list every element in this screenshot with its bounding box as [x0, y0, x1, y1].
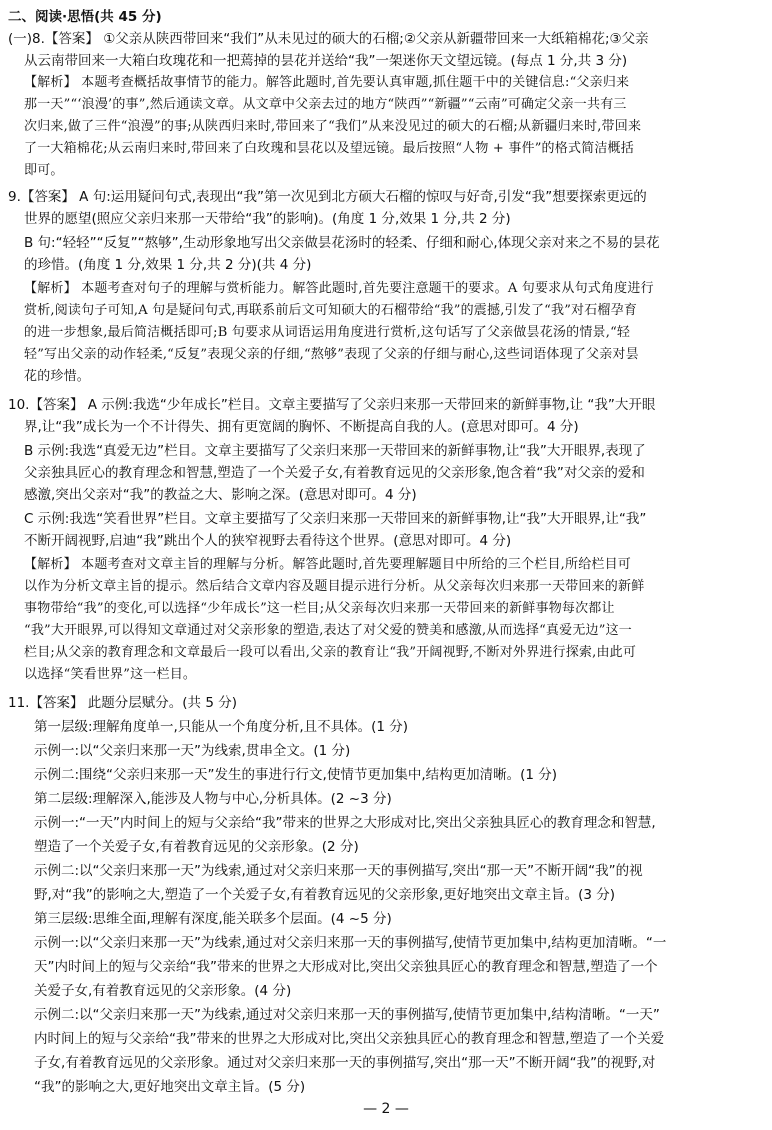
q11-answer-line: 塑造了一个关爱子女,有着教育远见的父亲形象。(2 分)	[34, 839, 359, 855]
q9-answer-line: 世界的愿望(照应父亲归来那一天带给“我”的影响)。(角度 1 分,效果 1 分,共 2 分)	[24, 211, 511, 227]
q11-answer-line: 示例一:“一天”内时间上的短与父亲给“我”带来的世界之大形成对比,突出父亲独具匠心的教育理念和智慧,	[34, 815, 656, 831]
q10-analysis-line: 以作为分析文章主旨的提示。然后结合文章内容及题目提示进行分析。从父亲每次归来那一天带回来的新鲜	[24, 579, 645, 594]
page-number: — 2 —	[363, 1101, 409, 1117]
q11-answer-line: 示例一:以“父亲归来那一天”为线索,贯串全文。(1 分)	[34, 743, 351, 759]
q9-answer-line: 的珍惜。(角度 1 分,效果 1 分,共 2 分)(共 4 分)	[24, 257, 312, 273]
q11-answer-line: 示例一:以“父亲归来那一天”为线索,通过对父亲归来那一天的事例描写,使情节更加集中,结构更加清晰。“一	[34, 935, 667, 951]
q11-answer-line: 野,对“我”的影响之大,塑造了一个关爱子女,有着教育远见的父亲形象,更好地突出文章主旨。(3 分)	[34, 887, 616, 903]
q11-answer-line: 示例二:围绕“父亲归来那一天”发生的事进行行文,使情节更加集中,结构更加清晰。(1 分)	[34, 767, 558, 783]
q10-answer-line: 父亲独具匠心的教育理念和智慧,塑造了一个关爱子女,有着教育远见的父亲形象,饱含着“我”对父亲的爱和	[24, 465, 645, 481]
q9-analysis-line: 赏析,阅读句子可知,A 句是疑问句式,再联系前后文可知硕大的石榴带给“我”的震撼,引发了“我”对石榴孕育	[24, 303, 638, 318]
q11-answer-line: 11.【答案】 此题分层赋分。(共 5 分)	[8, 695, 237, 711]
q8-analysis-line: 了一大箱棉花;从云南归来时,带回来了白玫瑰和昙花以及望远镜。最后按照“人物 + 事件”的格式简洁概括	[24, 141, 634, 156]
q11-answer-line: 关爱子女,有着教育远见的父亲形象。(4 分)	[34, 983, 292, 999]
q11-answer-line: 第一层级:理解角度单一,只能从一个角度分析,且不具体。(1 分)	[34, 719, 409, 735]
q11-answer-line: 天”内时间上的短与父亲给“我”带来的世界之大形成对比,突出父亲独具匠心的教育理念和智慧,塑造了一个	[34, 959, 658, 975]
q10-answer-line: 界,让“我”成长为一个不计得失、拥有更宽阔的胸怀、不断提高自我的人。(意思对即可。4 分)	[24, 419, 579, 435]
q10-answer-line: 不断开阔视野,启迪“我”跳出个人的狭窄视野去看待这个世界。(意思对即可。4 分)	[24, 533, 512, 549]
q11-answer-line: 示例二:以“父亲归来那一天”为线索,通过对父亲归来那一天的事例描写,突出“那一天”不断开阔“我”的视	[34, 863, 643, 879]
q11-answer-line: 内时间上的短与父亲给“我”带来的世界之大形成对比,突出父亲独具匠心的教育理念和智慧,塑造了一个关爱	[34, 1031, 665, 1047]
q10-analysis-line: 栏目;从父亲的教育理念和文章最后一段可以看出,父亲的教育让“我”开阔视野,不断对外界进行探索,由此可	[24, 645, 637, 660]
q10-answer-line: 10.【答案】 A 示例:我选“少年成长”栏目。文章主要描写了父亲归来那一天带回来的新鲜事物,让 “我”大开眼	[8, 397, 656, 413]
section-heading: 二、阅读·思悟(共 45 分)	[8, 9, 162, 25]
q10-answer-line: B 示例:我选“真爱无边”栏目。文章主要描写了父亲归来那一天带回来的新鲜事物,让“我”大开眼界,表现了	[24, 443, 646, 459]
q11-answer-line: 第三层级:思维全面,理解有深度,能关联多个层面。(4 ~5 分)	[34, 911, 392, 927]
q10-analysis-line: 事物带给“我”的变化,可以选择“少年成长”这一栏目;从父亲每次归来那一天带回来的新鲜事物每次都让	[24, 601, 615, 616]
q9-analysis-line: 的进一步想象,最后简洁概括即可;B 句要求从词语运用角度进行赏析,这句话写了父亲做昙花汤的情景,“轻	[24, 325, 631, 340]
q8-analysis-line: 那一天”“‘浪漫’的事”,然后通读文章。从文章中父亲去过的地方“陕西”“新疆”“云南”可确定父亲一共有三	[24, 97, 627, 112]
q8-answer-line: (一)8.【答案】 ①父亲从陕西带回来“我们”从未见过的硕大的石榴;②父亲从新疆带回来一大纸箱棉花;③父亲	[8, 31, 649, 47]
q9-answer-line: 9.【答案】 A 句:运用疑问句式,表现出“我”第一次见到北方硕大石榴的惊叹与好奇,引发“我”想要探索更远的	[8, 189, 647, 205]
q8-analysis-line: 次归来,做了三件“浪漫”的事;从陕西归来时,带回来了“我们”从来没见过的硕大的石榴;从新疆归来时,带回来	[24, 119, 642, 134]
q8-analysis-line: 【解析】 本题考查概括故事情节的能力。解答此题时,首先要认真审题,抓住题干中的关键信息:“父亲归来	[24, 75, 630, 90]
q8-answer-line: 从云南带回来一大箱白玫瑰花和一把蔫掉的昙花并送给“我”一架迷你天文望远镜。(每点 1 分,共 3 分)	[24, 53, 628, 69]
q11-answer-line: 示例二:以“父亲归来那一天”为线索,通过对父亲归来那一天的事例描写,使情节更加集中,结构清晰。“一天”	[34, 1007, 660, 1023]
q9-analysis-line: 轻”写出父亲的动作轻柔,“反复”表现父亲的仔细,“熬够”表现了父亲的仔细与耐心,这些词语体现了父亲对昙	[24, 347, 639, 362]
q10-analysis-line: 以选择“笑看世界”这一栏目。	[24, 667, 197, 682]
q11-answer-line: 子女,有着教育远见的父亲形象。通过对父亲归来那一天的事例描写,突出“那一天”不断开阔“我”的视野,对	[34, 1055, 656, 1071]
q10-analysis-line: “我”大开眼界,可以得知文章通过对父亲形象的塑造,表达了对父爱的赞美和感激,从而选择“真爱无边”这一	[24, 623, 632, 638]
q10-analysis-line: 【解析】 本题考查对文章主旨的理解与分析。解答此题时,首先要理解题目中所给的三个栏目,所给栏目可	[24, 557, 631, 572]
q9-answer-line: B 句:“轻轻”“反复”“熬够”,生动形象地写出父亲做昙花汤时的轻柔、仔细和耐心,体现父亲对来之不易的昙花	[24, 235, 660, 251]
q9-analysis-line: 花的珍惜。	[24, 369, 91, 384]
q11-answer-line: 第二层级:理解深入,能涉及人物与中心,分析具体。(2 ~3 分)	[34, 791, 392, 807]
q10-answer-line: C 示例:我选“笑看世界”栏目。文章主要描写了父亲归来那一天带回来的新鲜事物,让“我”大开眼界,让“我”	[24, 511, 647, 527]
q8-analysis-line: 即可。	[24, 163, 64, 178]
q9-analysis-line: 【解析】 本题考查对句子的理解与赏析能力。解答此题时,首先要注意题干的要求。A 句要求从句式角度进行	[24, 281, 654, 296]
q11-answer-line: “我”的影响之大,更好地突出文章主旨。(5 分)	[34, 1079, 306, 1095]
q10-answer-line: 感激,突出父亲对“我”的教益之大、影响之深。(意思对即可。4 分)	[24, 487, 417, 503]
